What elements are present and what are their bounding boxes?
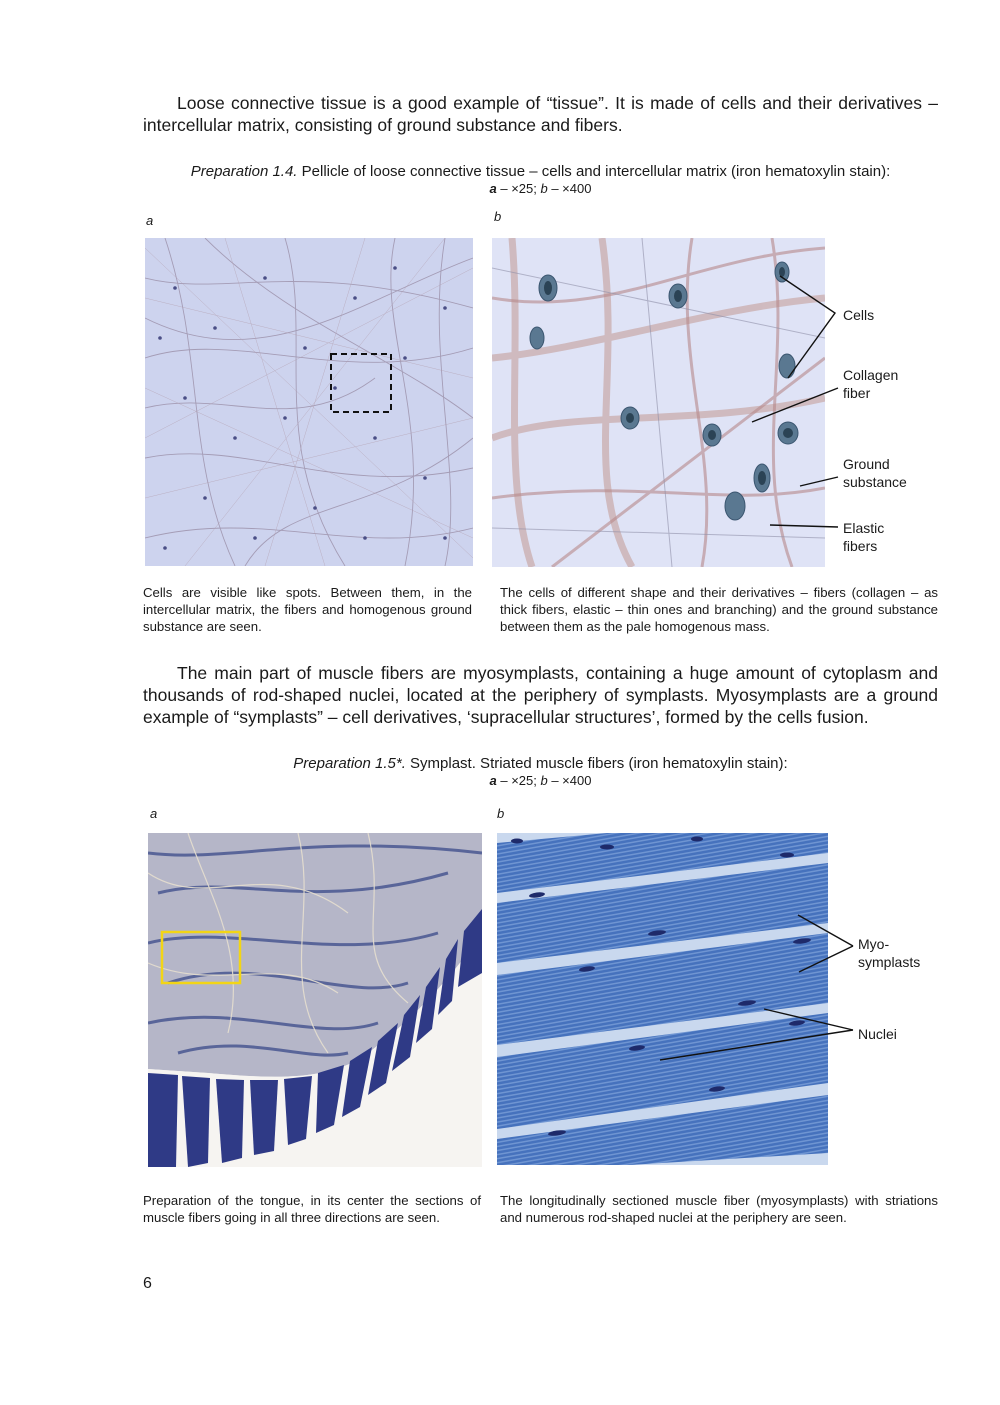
mag-b-letter: b: [540, 181, 548, 196]
mag-a-letter: a: [489, 181, 497, 196]
page-number: 6: [143, 1275, 152, 1292]
intro-paragraph: Loose connective tissue is a good example of “tissue”. It is made of cells and their derivatives – intercellular matrix, consisting of ground substance and fibers.: [143, 93, 938, 135]
mag-b-letter: b: [540, 773, 548, 788]
prep14-label: Preparation 1.4.: [190, 163, 298, 180]
label-nuclei: Nuclei: [858, 1026, 897, 1042]
mag-b-value: – ×400: [547, 181, 592, 196]
muscle-paragraph: The main part of muscle fibers are myosymplasts, containing a huge amount of cytoplasm and thousands of rod-shaped nuclei, located at the periphery of symplasts. Myosymplasts are a ground example of “symplasts” – cell derivatives, ‘supracellular structures’, formed by the cells fusion.: [143, 663, 938, 727]
prep14-panel-a-letter: a: [146, 213, 154, 228]
prep15-description-b: The longitudinally sectioned muscle fiber (myosymplasts) with striations and numerous rod-shaped nuclei at the periphery are seen.: [500, 1193, 938, 1225]
prep14-description-b: The cells of different shape and their derivatives – fibers (collagen – as thick fibers, elastic – thin ones and branching) and the ground substance between them as the pale homogenous mass.: [500, 585, 938, 634]
label-cells: Cells: [843, 307, 875, 323]
mag-a-value: – ×25;: [496, 773, 541, 788]
prep15-panel-b-letter: b: [497, 806, 505, 821]
mag-a-letter: a: [489, 773, 497, 788]
label-collagen-line2: fiber: [843, 385, 871, 401]
prep15-description-a: Preparation of the tongue, in its center the sections of muscle fibers going in all three directions are seen.: [143, 1193, 481, 1225]
prep14-title: Pellicle of loose connective tissue – cells and intercellular matrix (iron hematoxylin stain):: [297, 163, 891, 180]
label-elastic-line2: fibers: [843, 538, 878, 554]
label-ground-line2: substance: [843, 474, 907, 490]
prep14-description-a: Cells are visible like spots. Between them, in the intercellular matrix, the fibers and homogenous ground substance are seen.: [143, 585, 472, 634]
label-myo-line1: Myo-: [858, 936, 890, 952]
prep15-panel-a-letter: a: [150, 806, 158, 821]
mag-b-value: – ×400: [547, 773, 592, 788]
mag-a-value: – ×25;: [496, 181, 541, 196]
label-elastic-line1: Elastic: [843, 520, 885, 536]
prep15-label: Preparation 1.5*.: [293, 755, 406, 772]
prep14-panel-b-letter: b: [494, 209, 502, 224]
prep15-title: Symplast. Striated muscle fibers (iron hematoxylin stain):: [405, 755, 788, 772]
label-ground-line1: Ground: [843, 456, 890, 472]
label-myo-line2: symplasts: [858, 954, 921, 970]
label-collagen-line1: Collagen: [843, 367, 899, 383]
